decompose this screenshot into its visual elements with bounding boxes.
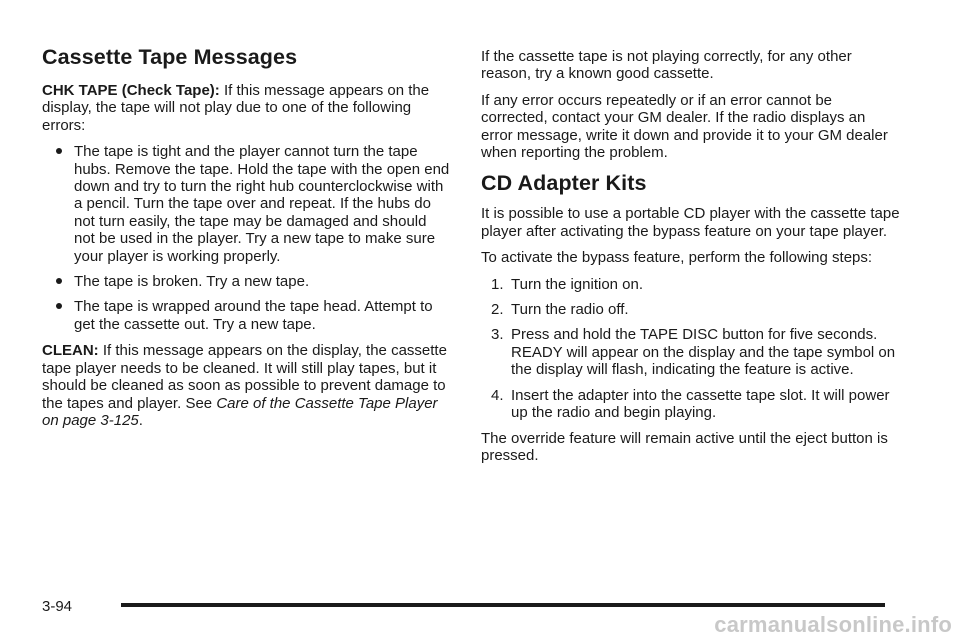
clean-text: If this message appears on the display, the cassette tape player needs to be cleaned. It will still play tapes, but it should be cleaned as soon as possible to prevent damage to the tapes and player. See bbox=[42, 342, 447, 412]
chk-tape-text: If this message appears on the display, the tape will not play due to one of the following errors: bbox=[42, 82, 430, 134]
step-number: 4. bbox=[491, 386, 504, 404]
list-item bbox=[481, 276, 901, 293]
list-item-text: The tape is wrapped around the tape head. Attempt to get the cassette out. Try a new tape. bbox=[74, 298, 433, 333]
error-repeat-paragraph: If any error occurs repeatedly or if an error cannot be corrected, contact your GM dealer. If the radio displays an error message, write it down and provide it to your GM dealer when reporting the problem. bbox=[481, 91, 888, 162]
list-item-text: The tape is broken. Try a new tape. bbox=[74, 273, 310, 291]
list-item bbox=[42, 298, 450, 333]
step-text: Turn the radio off. bbox=[511, 301, 629, 319]
known-good-cassette-paragraph: If the cassette tape is not playing correctly, for any other reason, try a known good cassette. bbox=[481, 48, 852, 83]
bypass-steps-list bbox=[481, 276, 901, 422]
step-text: Press and hold the TAPE DISC button for five seconds. READY will appear on the display and the tape symbol on the display will flash, indicating the feature is active. bbox=[511, 326, 896, 379]
bullet-icon bbox=[56, 148, 62, 154]
list-item bbox=[481, 301, 901, 318]
section-heading-cd-adapter-kits: CD Adapter Kits bbox=[481, 171, 647, 196]
right-column bbox=[481, 48, 901, 473]
chk-tape-lead: CHK TAPE (Check Tape): bbox=[42, 82, 220, 99]
step-text: Turn the ignition on. bbox=[511, 275, 644, 293]
care-of-cassette-player-link[interactable]: Care of the Cassette Tape Player on page 3-125 bbox=[42, 394, 438, 429]
watermark: carmanualsonline.info bbox=[714, 612, 952, 637]
chk-tape-error-list bbox=[42, 143, 450, 333]
list-item bbox=[42, 273, 450, 290]
chk-tape-paragraph bbox=[42, 82, 450, 134]
step-number: 2. bbox=[491, 301, 504, 319]
step-number: 1. bbox=[491, 275, 504, 293]
list-item bbox=[481, 326, 901, 378]
list-item bbox=[42, 143, 450, 265]
step-number: 3. bbox=[491, 326, 504, 344]
left-column bbox=[42, 44, 450, 438]
page-number: 3-94 bbox=[42, 598, 73, 615]
clean-lead: CLEAN: bbox=[42, 342, 99, 360]
portable-cd-paragraph: It is possible to use a portable CD player with the cassette tape player after activating the bypass feature on your tape player. bbox=[481, 205, 900, 240]
list-item bbox=[481, 387, 901, 422]
section-heading-cassette-tape-messages: Cassette Tape Messages bbox=[42, 45, 298, 69]
clean-paragraph bbox=[42, 342, 450, 429]
list-item-text: The tape is tight and the player cannot turn the tape hubs. Remove the tape. Hold the tape with the open end down and try to turn the right hub counterclockwise with a pencil. Turn the tape over and repeat. If the hubs do not turn easily, the tape may be damaged and should not be used in the player. Try a new tape to make sure your player is working properly. bbox=[74, 143, 450, 265]
bullet-icon bbox=[56, 278, 62, 284]
override-feature-paragraph: The override feature will remain active until the eject button is pressed. bbox=[481, 429, 888, 464]
clean-end: . bbox=[138, 411, 143, 429]
activate-bypass-paragraph: To activate the bypass feature, perform the following steps: bbox=[481, 249, 873, 267]
bullet-icon bbox=[56, 303, 62, 309]
footer-rule bbox=[121, 603, 885, 607]
step-text: Insert the adapter into the cassette tape slot. It will power up the radio and begin playing. bbox=[511, 386, 890, 422]
